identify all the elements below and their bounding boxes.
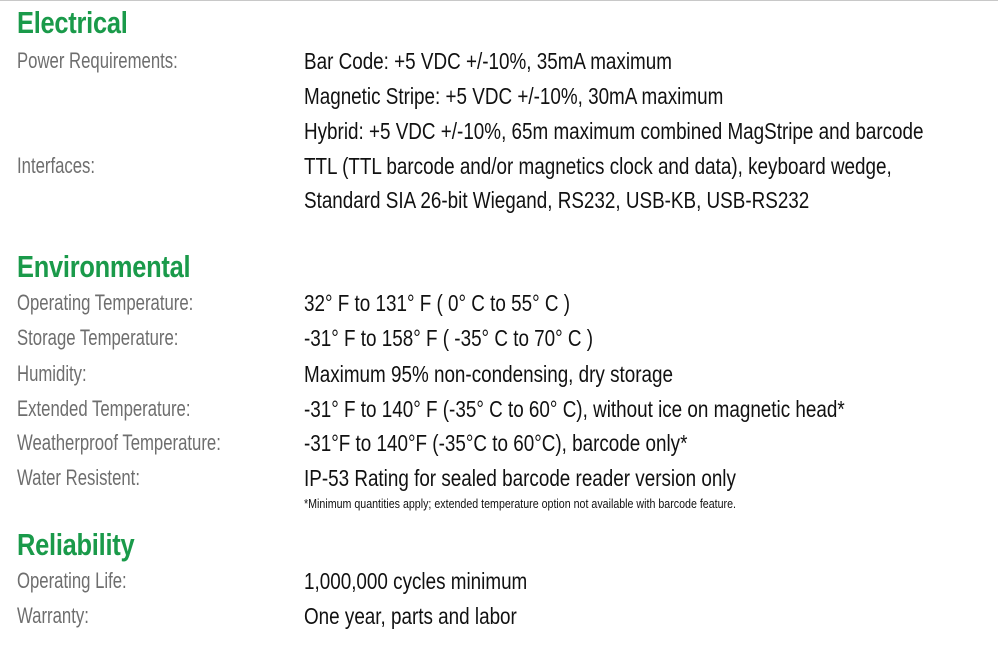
spec-value-warranty: One year, parts and labor bbox=[304, 603, 517, 629]
spec-label-water-resistent: Water Resistent: bbox=[17, 465, 140, 490]
spec-label-extended-temperature: Extended Temperature: bbox=[17, 396, 191, 421]
spec-value-power-bar-code: Bar Code: +5 VDC +/-10%, 35mA maximum bbox=[304, 48, 672, 74]
spec-label-operating-temperature: Operating Temperature: bbox=[17, 290, 194, 315]
spec-label-power-requirements: Power Requirements: bbox=[17, 48, 178, 73]
top-divider bbox=[0, 0, 998, 1]
spec-value-humidity: Maximum 95% non-condensing, dry storage bbox=[304, 361, 674, 387]
spec-value-storage-temperature: -31° F to 158° F ( -35° C to 70° C ) bbox=[304, 325, 594, 351]
spec-label-warranty: Warranty: bbox=[17, 603, 89, 628]
section-heading-reliability: Reliability bbox=[17, 527, 135, 562]
spec-value-power-magnetic-stripe: Magnetic Stripe: +5 VDC +/-10%, 30mA maximum bbox=[304, 83, 724, 109]
spec-value-water-resistent: IP-53 Rating for sealed barcode reader version only bbox=[304, 465, 736, 491]
section-heading-electrical: Electrical bbox=[17, 5, 128, 40]
spec-value-weatherproof-temperature: -31°F to 140°F (-35°C to 60°C), barcode only* bbox=[304, 430, 688, 456]
section-heading-environmental: Environmental bbox=[17, 249, 191, 284]
spec-label-humidity: Humidity: bbox=[17, 361, 87, 386]
spec-label-weatherproof-temperature: Weatherproof Temperature: bbox=[17, 430, 221, 455]
spec-value-operating-life: 1,000,000 cycles minimum bbox=[304, 568, 528, 594]
spec-label-interfaces: Interfaces: bbox=[17, 153, 96, 178]
spec-value-operating-temperature: 32° F to 131° F ( 0° C to 55° C ) bbox=[304, 290, 571, 316]
spec-label-storage-temperature: Storage Temperature: bbox=[17, 325, 179, 350]
spec-value-interfaces-line-2: Standard SIA 26-bit Wiegand, RS232, USB-KB, USB-RS232 bbox=[304, 187, 810, 213]
spec-value-power-hybrid: Hybrid: +5 VDC +/-10%, 65m maximum combined MagStripe and barcode bbox=[304, 118, 924, 144]
spec-label-operating-life: Operating Life: bbox=[17, 568, 127, 593]
environmental-footnote: *Minimum quantities apply; extended temperature option not available with barcode feature. bbox=[304, 496, 736, 511]
spec-value-extended-temperature: -31° F to 140° F (-35° C to 60° C), without ice on magnetic head* bbox=[304, 396, 845, 422]
spec-value-interfaces-line-1: TTL (TTL barcode and/or magnetics clock and data), keyboard wedge, bbox=[304, 153, 892, 179]
